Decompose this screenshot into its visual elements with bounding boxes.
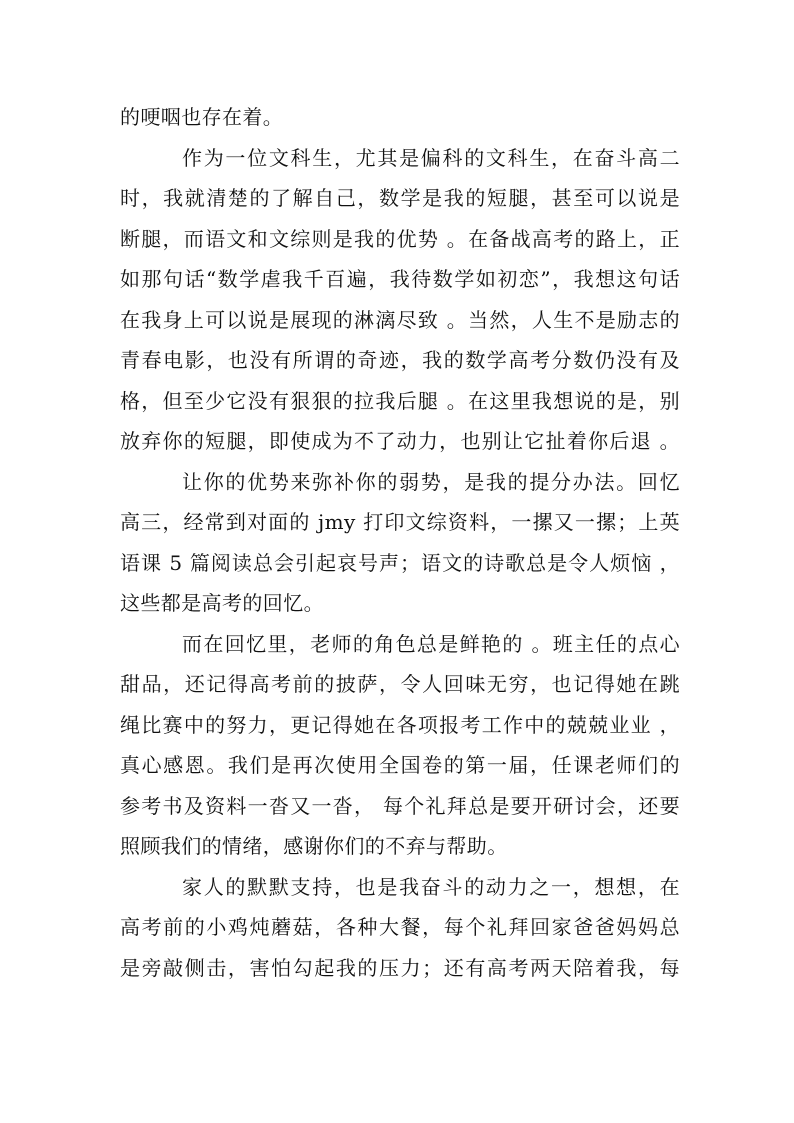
- text-line: 断腿，而语文和文综则是我的优势 。在备战高考的路上，正: [120, 226, 680, 251]
- body-text: [120, 97, 680, 988]
- text-line: 在我身上可以说是展现的淋漓尽致 。当然，人生不是励志的: [120, 307, 680, 332]
- text-line: 绳比赛中的努力，更记得她在各项报考工作中的兢兢业业 ，: [120, 712, 680, 737]
- text-line: 这些都是高考的回忆。: [120, 591, 324, 615]
- text-line: 高三，经常到对面的 jmy 打印文综资料，一摞又一摞；上英: [120, 510, 680, 534]
- text-line: 的哽咽也存在着。: [120, 105, 284, 129]
- paragraph-first-line: 让你的优势来弥补你的弱势，是我的提分办法。回忆: [182, 469, 680, 494]
- text-line: 青春电影，也没有所谓的奇迹，我的数学高考分数仍没有及: [120, 348, 680, 372]
- text-line: 参考书及资料一沓又一沓， 每个礼拜总是要开研讨会，还要: [120, 793, 680, 818]
- text-line: 是旁敲侧击，害怕勾起我的压力；还有高考两天陪着我，每: [120, 955, 680, 980]
- paragraph-first-line: 作为一位文科生，尤其是偏科的文科生，在奋斗高二: [182, 145, 680, 170]
- text-line: 时，我就清楚的了解自己，数学是我的短腿，甚至可以说是: [120, 186, 680, 210]
- text-line: 如那句话“数学虐我千百遍，我待数学如初恋”，我想这句话: [120, 267, 680, 291]
- text-line: 甜品，还记得高考前的披萨，令人回味无穷，也记得她在跳: [120, 672, 680, 696]
- paragraph-first-line: 而在回忆里，老师的角色总是鲜艳的 。班主任的点心: [182, 631, 680, 656]
- paragraph-first-line: 家人的默默支持，也是我奋斗的动力之一，想想，在: [182, 874, 680, 899]
- text-line: 语课 5 篇阅读总会引起哀号声；语文的诗歌总是令人烦恼 ，: [120, 550, 680, 575]
- text-line: 放弃你的短腿，即使成为不了动力，也别让它扯着你后退 。: [120, 429, 680, 453]
- text-line: 格，但至少它没有狠狠的拉我后腿 。在这里我想说的是，别: [120, 388, 680, 413]
- text-line: 照顾我们的情绪，感谢你们的不弃与帮助。: [120, 834, 508, 858]
- text-line: 真心感恩。我们是再次使用全国卷的第一届，任课老师们的: [120, 753, 680, 777]
- text-line: 高考前的小鸡炖蘑菇，各种大餐，每个礼拜回家爸爸妈妈总: [120, 915, 680, 939]
